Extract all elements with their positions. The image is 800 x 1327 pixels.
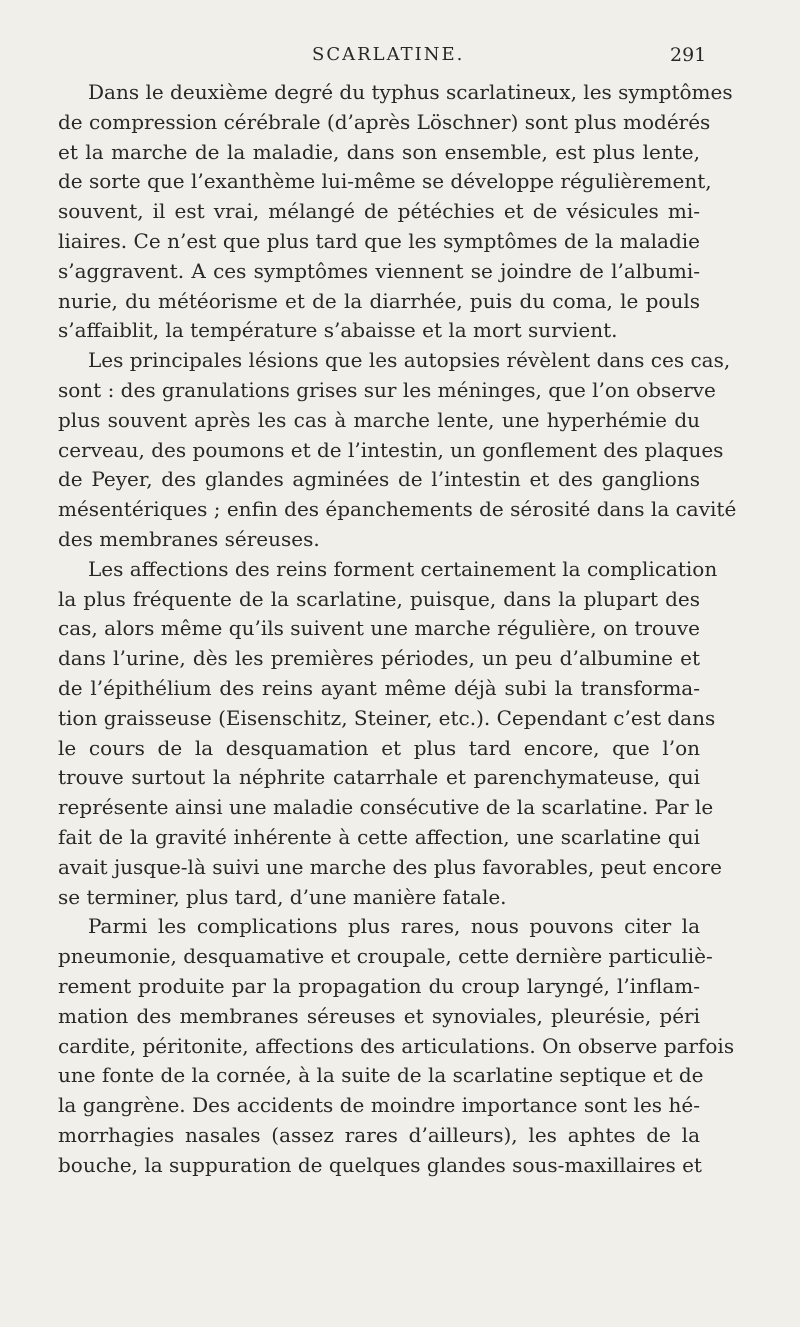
text-line: avait jusque-là suivi une marche des plus favorables, peut encore: [58, 854, 722, 879]
running-title: SCARLATINE.: [312, 44, 465, 65]
text-line: dans l’urine, dès les premières périodes, un peu d’albumine et: [58, 646, 700, 671]
paragraph: [58, 346, 737, 555]
text-line: de compression cérébrale (d’après Löschner) sont plus modérés: [58, 109, 711, 134]
text-line: Les affections des reins forment certainement la complication: [88, 556, 718, 581]
text-line: trouve surtout la néphrite catarrhale et parenchymateuse, qui: [58, 765, 700, 790]
text-line: se terminer, plus tard, d’une manière fatale.: [58, 884, 507, 909]
text-line: fait de la gravité inhérente à cette affection, une scarlatine qui: [58, 824, 700, 849]
text-line: le cours de la desquamation et plus tard encore, que l’on: [58, 735, 700, 760]
page-header: [0, 44, 800, 72]
text-line: sont : des granulations grises sur les méninges, que l’on observe: [58, 377, 716, 402]
text-line: la gangrène. Des accidents de moindre importance sont les hé-: [58, 1093, 700, 1118]
text-line: Dans le deuxième degré du typhus scarlatineux, les symptômes: [88, 80, 733, 104]
paragraph: [58, 555, 722, 913]
page-number: 291: [670, 44, 707, 66]
text-line: une fonte de la cornée, à la suite de la scarlatine septique et de: [58, 1063, 704, 1088]
text-line: pneumonie, desquamative et croupale, cette dernière particuliè-: [58, 944, 713, 969]
text-line: rement produite par la propagation du croup laryngé, l’inflam-: [58, 973, 700, 998]
text-line: de sorte que l’exanthème lui-même se développe régulièrement,: [58, 169, 712, 194]
text-line: s’affaiblit, la température s’abaisse et la mort survient.: [58, 318, 618, 343]
body-text: [58, 78, 737, 1180]
text-line: Parmi les complications plus rares, nous pouvons citer la: [88, 914, 700, 939]
text-line: mation des membranes séreuses et synoviales, pleurésie, péri: [58, 1003, 700, 1028]
text-line: cerveau, des poumons et de l’intestin, un gonflement des plaques: [58, 437, 724, 462]
text-line: plus souvent après les cas à marche lente, une hyperhémie du: [58, 407, 700, 432]
text-line: de l’épithélium des reins ayant même déjà subi la transforma-: [58, 675, 700, 700]
text-line: cardite, péritonite, affections des articulations. On observe parfois: [58, 1033, 735, 1058]
text-line: bouche, la suppuration de quelques glandes sous-maxillaires et: [58, 1152, 702, 1177]
text-line: nurie, du météorisme et de la diarrhée, puis du coma, le pouls: [58, 288, 700, 313]
text-line: s’aggravent. A ces symptômes viennent se joindre de l’albumi-: [58, 258, 700, 283]
text-line: morrhagies nasales (assez rares d’ailleurs), les aphtes de la: [58, 1122, 700, 1147]
paragraph: [58, 78, 733, 346]
text-line: la plus fréquente de la scarlatine, puisque, dans la plupart des: [58, 586, 700, 611]
paragraph: [58, 912, 735, 1180]
text-line: tion graisseuse (Eisenschitz, Steiner, etc.). Cependant c’est dans: [58, 705, 716, 730]
text-line: Les principales lésions que les autopsies révèlent dans ces cas,: [88, 348, 731, 373]
text-line: de Peyer, des glandes agminées de l’intestin et des ganglions: [58, 467, 700, 492]
text-line: souvent, il est vrai, mélangé de pétéchies et de vésicules mi-: [58, 199, 700, 224]
text-line: et la marche de la maladie, dans son ensemble, est plus lente,: [58, 139, 700, 164]
text-line: cas, alors même qu’ils suivent une marche régulière, on trouve: [58, 616, 700, 641]
text-line: des membranes séreuses.: [58, 526, 320, 551]
text-line: liaires. Ce n’est que plus tard que les symptômes de la maladie: [58, 228, 700, 253]
text-line: représente ainsi une maladie consécutive de la scarlatine. Par le: [58, 795, 714, 820]
text-line: mésentériques ; enfin des épanchements de sérosité dans la cavité: [58, 497, 737, 522]
